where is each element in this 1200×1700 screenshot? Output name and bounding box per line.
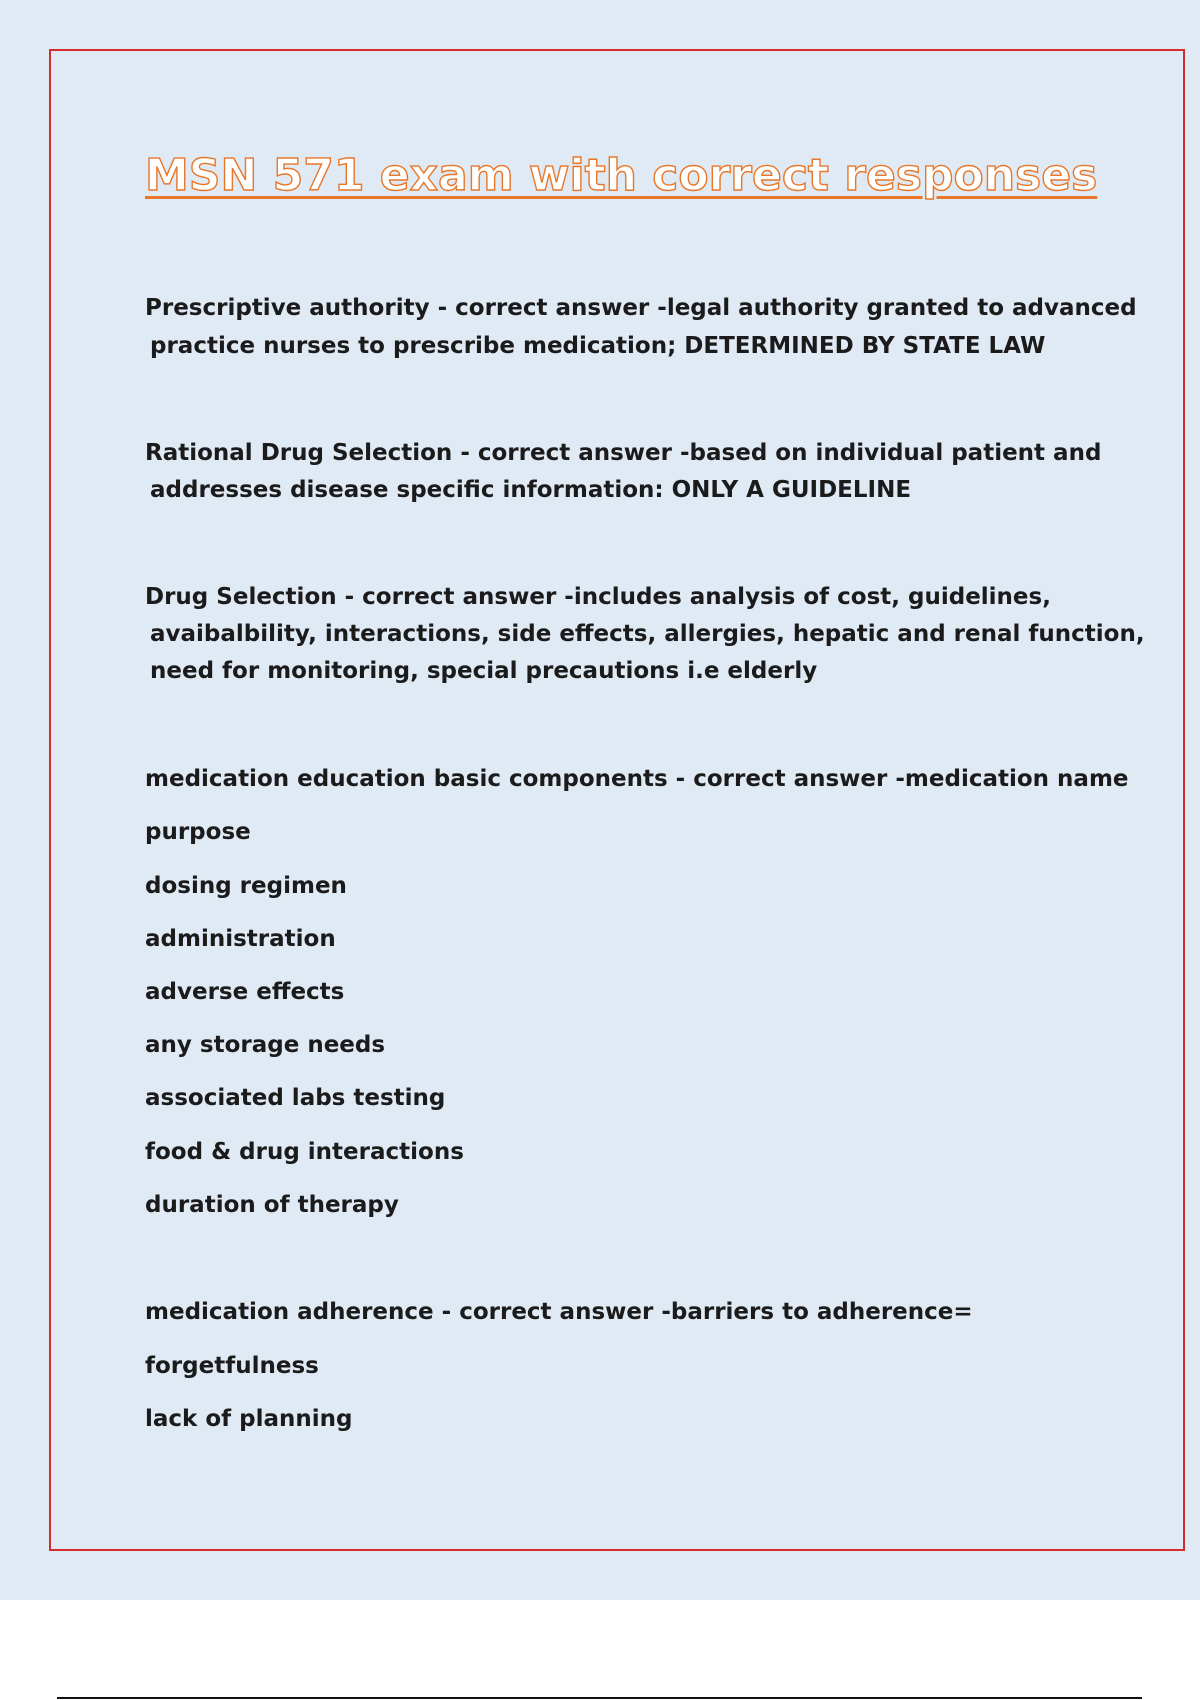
education-item: associated labs testing: [145, 1085, 446, 1111]
entry-drug-selection-line-1: Drug Selection - correct answer -includes analysis of cost, guidelines,: [145, 584, 1051, 610]
page-title: MSN 571 exam with correct responses: [145, 150, 1098, 201]
education-heading: medication education basic components - correct answer -medication name: [145, 766, 1129, 792]
entry-prescriptive-authority-line-2: practice nurses to prescribe medication; DETERMINED BY STATE LAW: [150, 333, 1046, 359]
footer-divider: [57, 1697, 1142, 1699]
education-item: any storage needs: [145, 1032, 386, 1058]
entry-drug-selection-line-2: avaibalbility, interactions, side effects, allergies, hepatic and renal function,: [150, 621, 1145, 647]
education-item: purpose: [145, 819, 251, 845]
entry-drug-selection-line-3: need for monitoring, special precautions i.e elderly: [150, 658, 818, 684]
education-item: dosing regimen: [145, 873, 347, 899]
entry-prescriptive-authority-line-1: Prescriptive authority - correct answer -legal authority granted to advanced: [145, 295, 1137, 321]
entry-rational-drug-selection-line-2: addresses disease specific information: ONLY A GUIDELINE: [150, 477, 912, 503]
entry-rational-drug-selection-line-1: Rational Drug Selection - correct answer -based on individual patient and: [145, 440, 1102, 466]
education-item: administration: [145, 926, 336, 952]
adherence-heading: medication adherence - correct answer -barriers to adherence=: [145, 1299, 973, 1325]
education-item: food & drug interactions: [145, 1139, 464, 1165]
education-item: adverse effects: [145, 979, 345, 1005]
adherence-item: lack of planning: [145, 1406, 353, 1432]
adherence-item: forgetfulness: [145, 1353, 319, 1379]
education-item: duration of therapy: [145, 1192, 399, 1218]
